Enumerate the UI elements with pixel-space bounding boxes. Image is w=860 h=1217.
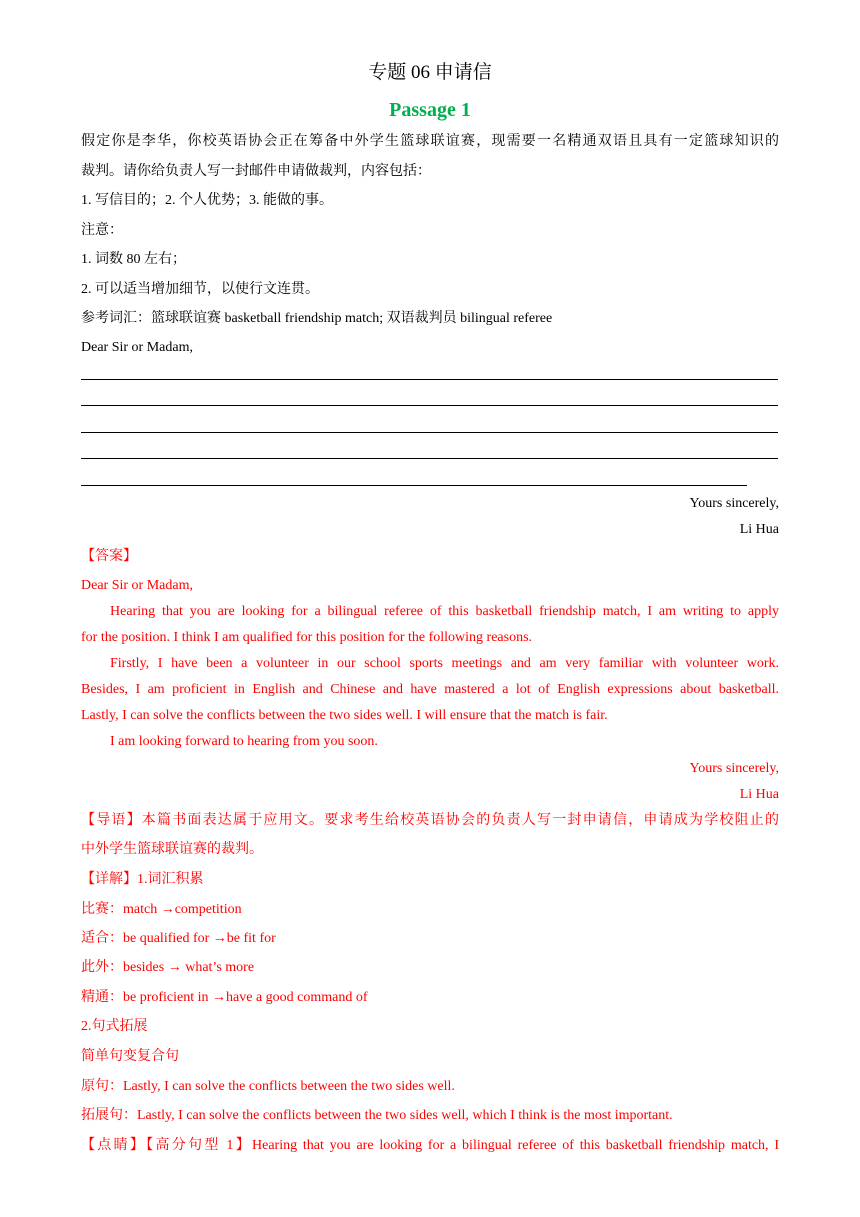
answer-paragraph-2-line-3: Lastly, I can solve the conflicts between the two sides well. I will ensure that the match is fair. [81, 708, 608, 723]
answer-closing: Yours sincerely, [689, 761, 779, 776]
highlight-sentence: 【点睛】【高分句型 1】Hearing that you are looking for a bilingual referee of this basketball friendship match, I [81, 1138, 779, 1153]
document-title: 专题 06 申请信 [368, 62, 492, 83]
section-2-subheading: 简单句变复合句 [81, 1049, 179, 1064]
answer-blank-line [81, 379, 778, 380]
answer-blank-line [81, 458, 778, 459]
vocab-item-4: 精通：be proficient in →have a good command of [81, 990, 368, 1005]
answer-paragraph-1-line-1: Hearing that you are looking for a bilingual referee of this basketball friendship match, I am writing to apply [110, 604, 779, 619]
passage-heading: Passage 1 [389, 99, 471, 121]
answer-paragraph-1-line-2: for the position. I think I am qualified for this position for the following reasons. [81, 630, 533, 645]
prompt-line-1: 假定你是李华，你校英语协会正在筹备中外学生篮球联谊赛，现需要一名精通双语且具有一定篮球知识的 [81, 134, 779, 149]
answer-paragraph-2-line-2: Besides, I am proficient in English and Chinese and have mastered a lot of English expressions about basketball. [81, 682, 779, 697]
vocab-item-3: 此外：besides → what’s more [81, 960, 255, 975]
answer-label: 【答案】 [81, 549, 137, 564]
answer-salutation: Dear Sir or Madam, [81, 578, 193, 593]
answer-paragraph-2-line-1: Firstly, I have been a volunteer in our school sports meetings and am very familiar with volunteer work. [110, 656, 779, 671]
vocab-item-1: 比赛：match →competition [81, 902, 242, 917]
note-2: 2. 可以适当增加细节，以使行文连贯。 [81, 282, 319, 297]
answer-blank-line [81, 432, 778, 433]
vocab-item-2: 适合：be qualified for →be fit for [81, 931, 276, 946]
original-sentence: 原句：Lastly, I can solve the conflicts between the two sides well. [81, 1079, 455, 1094]
note-1: 1. 词数 80 左右； [81, 252, 186, 267]
detail-heading: 【详解】1.词汇积累 [81, 872, 204, 887]
guide-line-2: 中外学生篮球联谊赛的裁判。 [81, 842, 263, 857]
letter-salutation: Dear Sir or Madam, [81, 340, 193, 355]
note-label: 注意： [81, 223, 123, 238]
answer-paragraph-3: I am looking forward to hearing from you soon. [110, 734, 378, 749]
answer-blank-line [81, 485, 747, 486]
prompt-line-2: 裁判。请你给负责人写一封邮件申请做裁判，内容包括： [81, 164, 431, 179]
expanded-sentence: 拓展句：Lastly, I can solve the conflicts between the two sides well, which I think is the most important. [81, 1108, 673, 1123]
letter-signature: Li Hua [739, 522, 779, 537]
section-2-heading: 2.句式拓展 [81, 1019, 148, 1034]
letter-closing: Yours sincerely, [689, 496, 779, 511]
answer-signature: Li Hua [739, 787, 779, 802]
vocab-hint: 参考词汇：篮球联谊赛 basketball friendship match; 双语裁判员 bilingual referee [81, 311, 553, 326]
guide-line-1: 【导语】本篇书面表达属于应用文。要求考生给校英语协会的负责人写一封申请信，申请成为学校阻止的 [81, 813, 779, 828]
answer-blank-line [81, 405, 778, 406]
prompt-line-3: 1. 写信目的；2. 个人优势；3. 能做的事。 [81, 193, 333, 208]
